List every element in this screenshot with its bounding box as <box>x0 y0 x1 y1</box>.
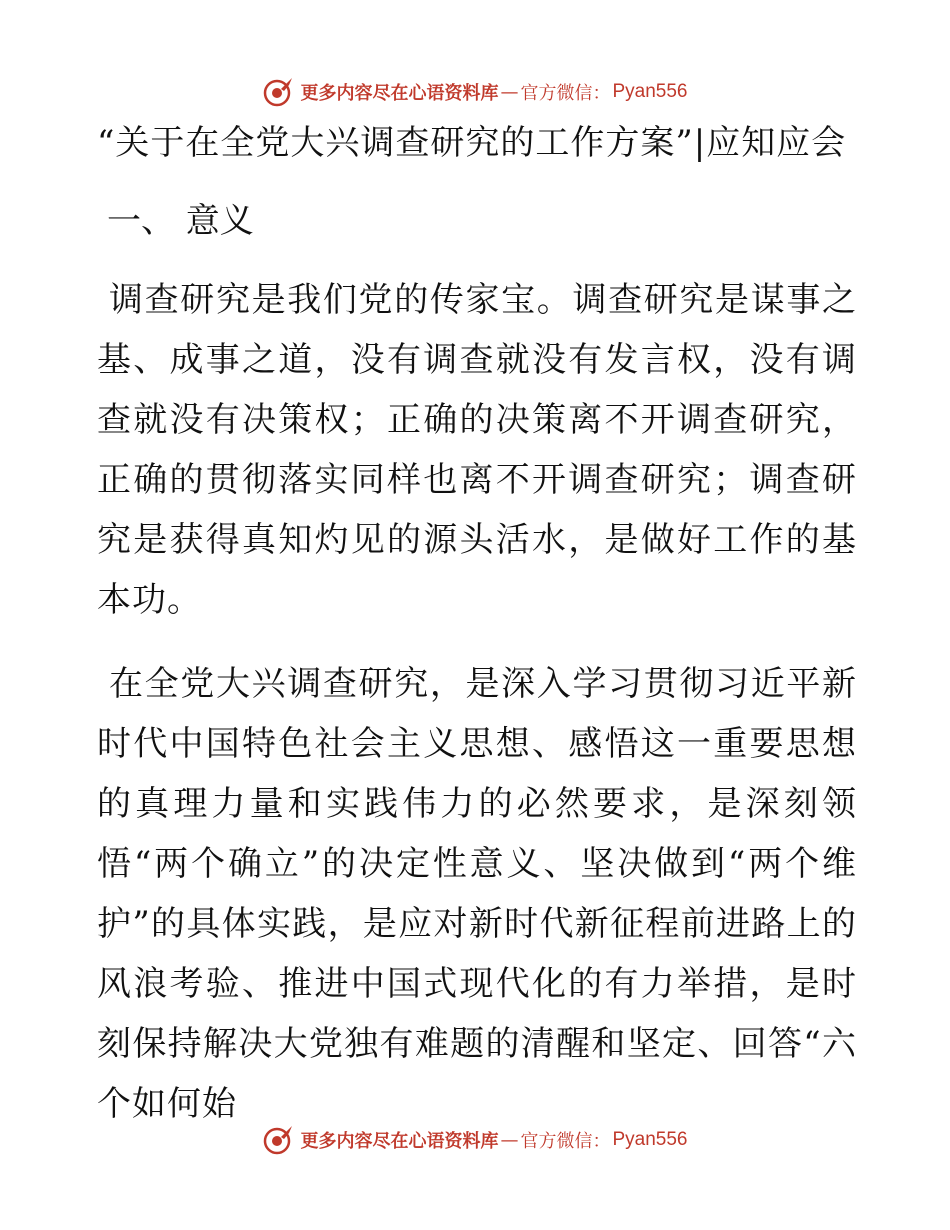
top-banner <box>0 72 950 112</box>
banner-wechat-id: Pyan556 <box>612 81 688 102</box>
bottom-banner <box>0 1120 950 1160</box>
paragraph-2: 在全党大兴调查研究，是深入学习贯彻习近平新时代中国特色社会主义思想、感悟这一重要思想的真理力量和实践伟力的必然要求，是深刻领悟“两个确立”的决定性意义、坚决做到“两个维护”的具体实践，是应对新时代新征程前进路上的风浪考验、推进中国式现代化的有力举措，是时刻保持解决大党独有难题的清醒和坚定、回答“六个如何始 <box>97 664 857 1124</box>
banner-wechat-label: 官方微信： <box>520 1131 611 1152</box>
quill-logo-icon <box>262 76 294 108</box>
banner-site-text: 更多内容尽在心语资料库 <box>300 83 499 104</box>
banner-separator: — <box>500 81 519 103</box>
banner-content <box>262 76 687 108</box>
quill-logo-icon <box>262 1124 294 1156</box>
document-title: “关于在全党大兴调查研究的工作方案”|应知应会 <box>97 123 847 163</box>
banner-content <box>262 1124 687 1156</box>
banner-site-text: 更多内容尽在心语资料库 <box>300 1131 499 1152</box>
banner-separator: — <box>500 1129 519 1151</box>
document-body <box>97 118 857 1134</box>
paragraph-1: 调查研究是我们党的传家宝。调查研究是谋事之基、成事之道，没有调查就没有发言权，没有调查就没有决策权；正确的决策离不开调查研究，正确的贯彻落实同样也离不开调查研究；调查研究是获得真知灼见的源头活水，是做好工作的基本功。 <box>97 280 857 620</box>
banner-wechat-label: 官方微信： <box>520 83 611 104</box>
section-heading: 一、 意义 <box>107 201 254 241</box>
banner-wechat-id: Pyan556 <box>612 1129 688 1150</box>
